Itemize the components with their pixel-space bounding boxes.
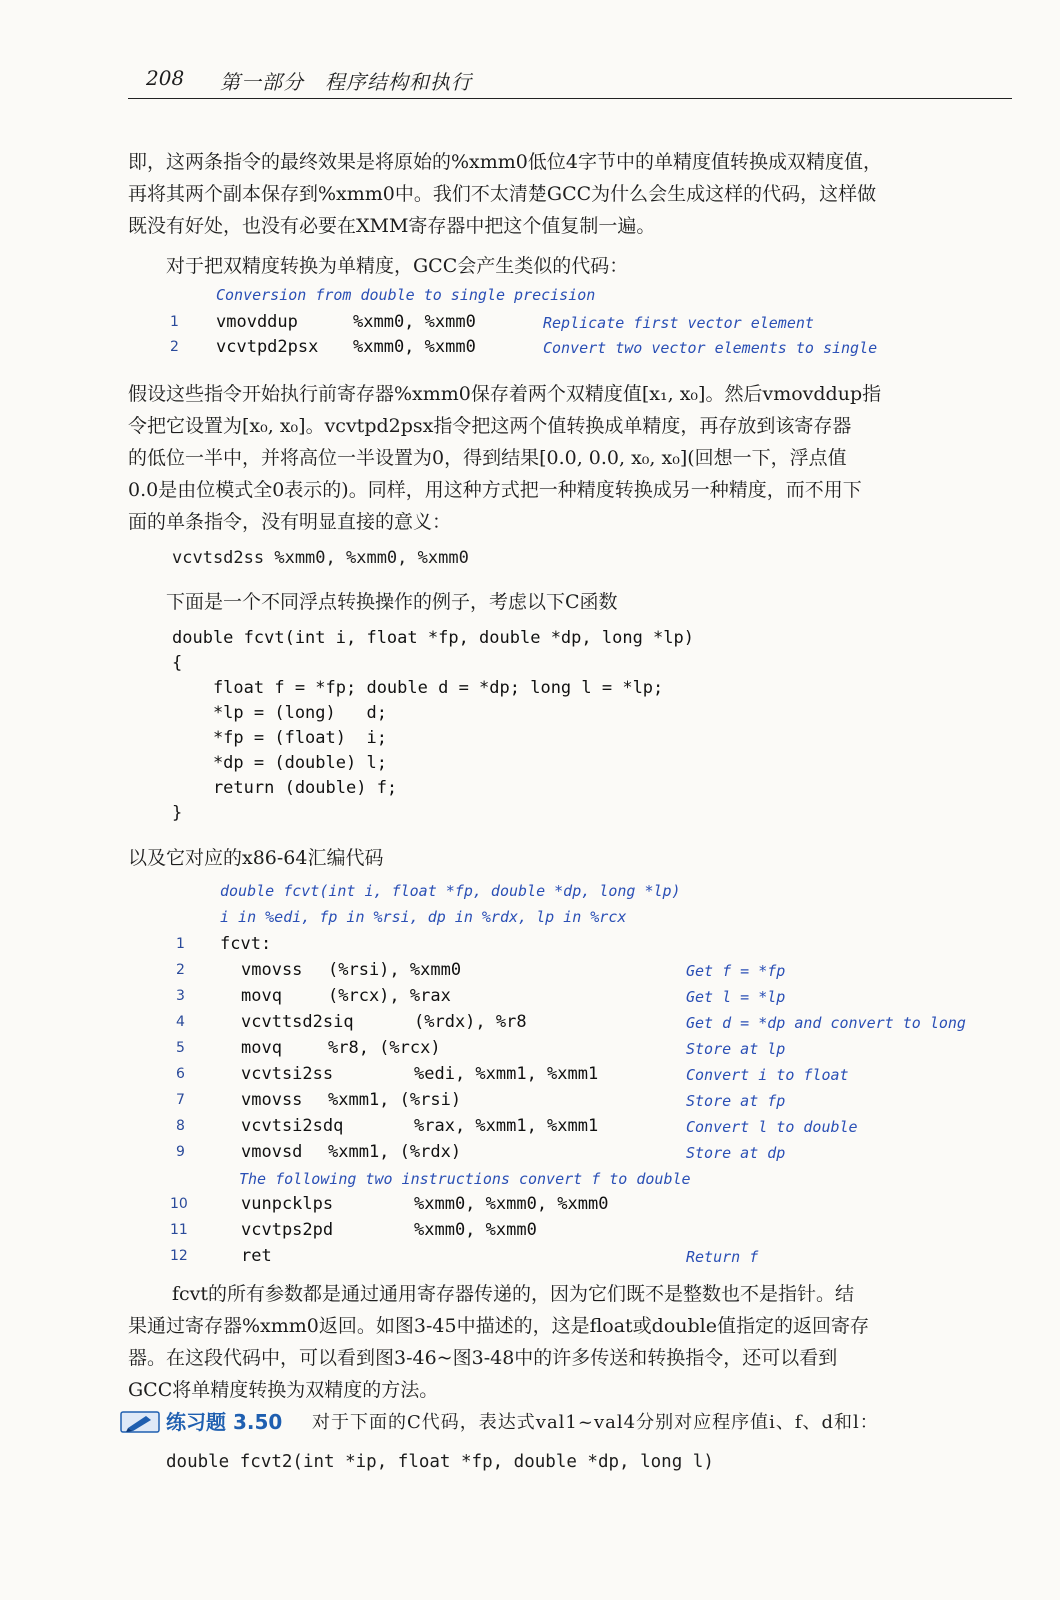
line-number: 4: [176, 1014, 185, 1030]
c-code-line: return (double) f;: [172, 778, 398, 798]
code-heading: Conversion from double to single precision: [216, 286, 596, 304]
asm-mid-comment: The following two instructions convert f to double: [239, 1170, 691, 1188]
asm-instruction: vcvtpd2psx: [216, 337, 319, 357]
c-code-line: {: [172, 653, 183, 673]
page-number: 208: [146, 66, 185, 90]
paragraph-line: 即，这两条指令的最终效果是将原始的%xmm0低位4字节中的单精度值转换成双精度值，: [128, 151, 882, 173]
line-number: 1: [170, 314, 179, 330]
exercise-code: double fcvt2(int *ip, float *fp, double *dp, long l): [166, 1452, 714, 1472]
asm-comment: Convert two vector elements to single: [543, 339, 878, 357]
asm-label: fcvt:: [220, 934, 272, 954]
asm-instruction: vmovsd: [241, 1142, 303, 1162]
paragraph-1: [128, 146, 1012, 242]
asm-operands: %rax, %xmm1, %xmm1: [414, 1116, 599, 1136]
asm-operands: (%rcx), %rax: [328, 986, 451, 1006]
c-code-block: [172, 628, 972, 833]
paragraph-4: 下面是一个不同浮点转换操作的例子，考虑以下C函数: [166, 591, 618, 613]
exercise-pencil-icon: [120, 1410, 160, 1434]
paragraph-line: fcvt的所有参数都是通过通用寄存器传递的，因为它们既不是整数也不是指针。结: [172, 1283, 855, 1305]
paragraph-2: 对于把双精度转换为单精度，GCC会产生类似的代码：: [166, 255, 629, 277]
asm-operands: %xmm0, %xmm0: [414, 1220, 537, 1240]
asm-instruction: vcvttsd2siq: [241, 1012, 354, 1032]
line-number: 5: [176, 1040, 185, 1056]
exercise-text: 对于下面的C代码，表达式val1~val4分别对应程序值i、f、d和l：: [312, 1412, 879, 1433]
asm-operands: %edi, %xmm1, %xmm1: [414, 1064, 599, 1084]
asm-code-block: [128, 882, 1012, 1272]
asm-instruction: vcvtps2pd: [241, 1220, 334, 1240]
asm-operands: %xmm0, %xmm0, %xmm0: [414, 1194, 609, 1214]
line-number: 10: [170, 1196, 188, 1212]
asm-comment: Get d = *dp and convert to long: [686, 1014, 966, 1032]
line-number: 11: [170, 1222, 188, 1238]
line-number: 8: [176, 1118, 185, 1134]
asm-comment: Replicate first vector element: [543, 314, 814, 332]
exercise-label: 练习题 3.50: [166, 1410, 283, 1434]
page-header: [128, 62, 1012, 99]
line-number: 12: [170, 1248, 188, 1264]
asm-instruction: movq: [241, 1038, 282, 1058]
asm-instruction: movq: [241, 986, 282, 1006]
line-number: 2: [170, 339, 179, 355]
c-code-line: }: [172, 803, 183, 823]
asm-operands: %xmm1, (%rdx): [328, 1142, 462, 1162]
paragraph-line: 既没有好处，也没有必要在XMM寄存器中把这个值复制一遍。: [128, 215, 656, 237]
asm-instruction: vmovss: [241, 960, 303, 980]
asm-comment: Store at lp: [686, 1040, 786, 1058]
asm-comment: Get l = *lp: [686, 988, 786, 1006]
running-title: 第一部分 程序结构和执行: [220, 70, 472, 94]
paragraph-5: 以及它对应的x86-64汇编代码: [128, 847, 384, 869]
asm-comment: Store at fp: [686, 1092, 786, 1110]
asm-comment: Store at dp: [686, 1144, 786, 1162]
line-number: 1: [176, 936, 185, 952]
paragraph-line: 0.0是由位模式全0表示的)。同样，用这种方式把一种精度转换成另一种精度，而不用下: [128, 479, 862, 501]
asm-comment: Get f = *fp: [686, 962, 786, 980]
asm-heading: i in %edi, fp in %rsi, dp in %rdx, lp in %rcx: [220, 908, 627, 926]
asm-comment: Convert i to float: [686, 1066, 849, 1084]
line-number: 3: [176, 988, 185, 1004]
asm-instruction: vmovss: [241, 1090, 303, 1110]
paragraph-line: 再将其两个副本保存到%xmm0中。我们不太清楚GCC为什么会生成这样的代码，这样做: [128, 183, 877, 205]
c-code-line: float f = *fp; double d = *dp; long l = *lp;: [172, 678, 664, 698]
paragraph-line: 果通过寄存器%xmm0返回。如图3-45中描述的，这是float或double值指定的返回寄存: [128, 1315, 869, 1337]
asm-heading: double fcvt(int i, float *fp, double *dp, long *lp): [220, 882, 681, 900]
paragraph-line: 令把它设置为[x₀, x₀]。vcvtpd2psx指令把这两个值转换成单精度，再存放到该寄存器: [128, 415, 852, 437]
c-code-line: *lp = (long) d;: [172, 703, 387, 723]
paragraph-line: 假设这些指令开始执行前寄存器%xmm0保存着两个双精度值[x₁, x₀]。然后vmovddup指: [128, 383, 882, 405]
c-code-line: *fp = (float) i;: [172, 728, 387, 748]
line-number: 7: [176, 1092, 185, 1108]
line-number: 6: [176, 1066, 185, 1082]
line-number: 2: [176, 962, 185, 978]
asm-instruction: ret: [241, 1246, 272, 1266]
c-code-line: *dp = (double) l;: [172, 753, 387, 773]
asm-instruction: vmovddup: [216, 312, 298, 332]
asm-comment: Return f: [686, 1248, 759, 1266]
paragraph-line: 面的单条指令，没有明显直接的意义：: [128, 511, 452, 533]
asm-operands: %xmm1, (%rsi): [328, 1090, 462, 1110]
line-number: 9: [176, 1144, 185, 1160]
code-block-1: [128, 286, 1012, 366]
paragraph-line: 器。在这段代码中，可以看到图3-46~图3-48中的许多传送和转换指令，还可以看到: [128, 1347, 838, 1369]
paragraph-3: [128, 378, 1012, 538]
paragraph-line: GCC将单精度转换为双精度的方法。: [128, 1379, 439, 1401]
single-instruction: vcvtsd2ss %xmm0, %xmm0, %xmm0: [172, 548, 469, 568]
asm-operands: %xmm0, %xmm0: [353, 312, 476, 332]
paragraph-6: [128, 1278, 1012, 1406]
asm-instruction: vcvtsi2ss: [241, 1064, 334, 1084]
c-code-line: double fcvt(int i, float *fp, double *dp, long *lp): [172, 628, 694, 648]
asm-instruction: vunpcklps: [241, 1194, 334, 1214]
asm-operands: (%rsi), %xmm0: [328, 960, 462, 980]
asm-operands: %xmm0, %xmm0: [353, 337, 476, 357]
asm-operands: %r8, (%rcx): [328, 1038, 441, 1058]
paragraph-line: 的低位一半中，并将高位一半设置为0，得到结果[0.0, 0.0, x₀, x₀](回想一下，浮点值: [128, 447, 847, 469]
asm-comment: Convert l to double: [686, 1118, 858, 1136]
asm-operands: (%rdx), %r8: [414, 1012, 527, 1032]
asm-instruction: vcvtsi2sdq: [241, 1116, 344, 1136]
